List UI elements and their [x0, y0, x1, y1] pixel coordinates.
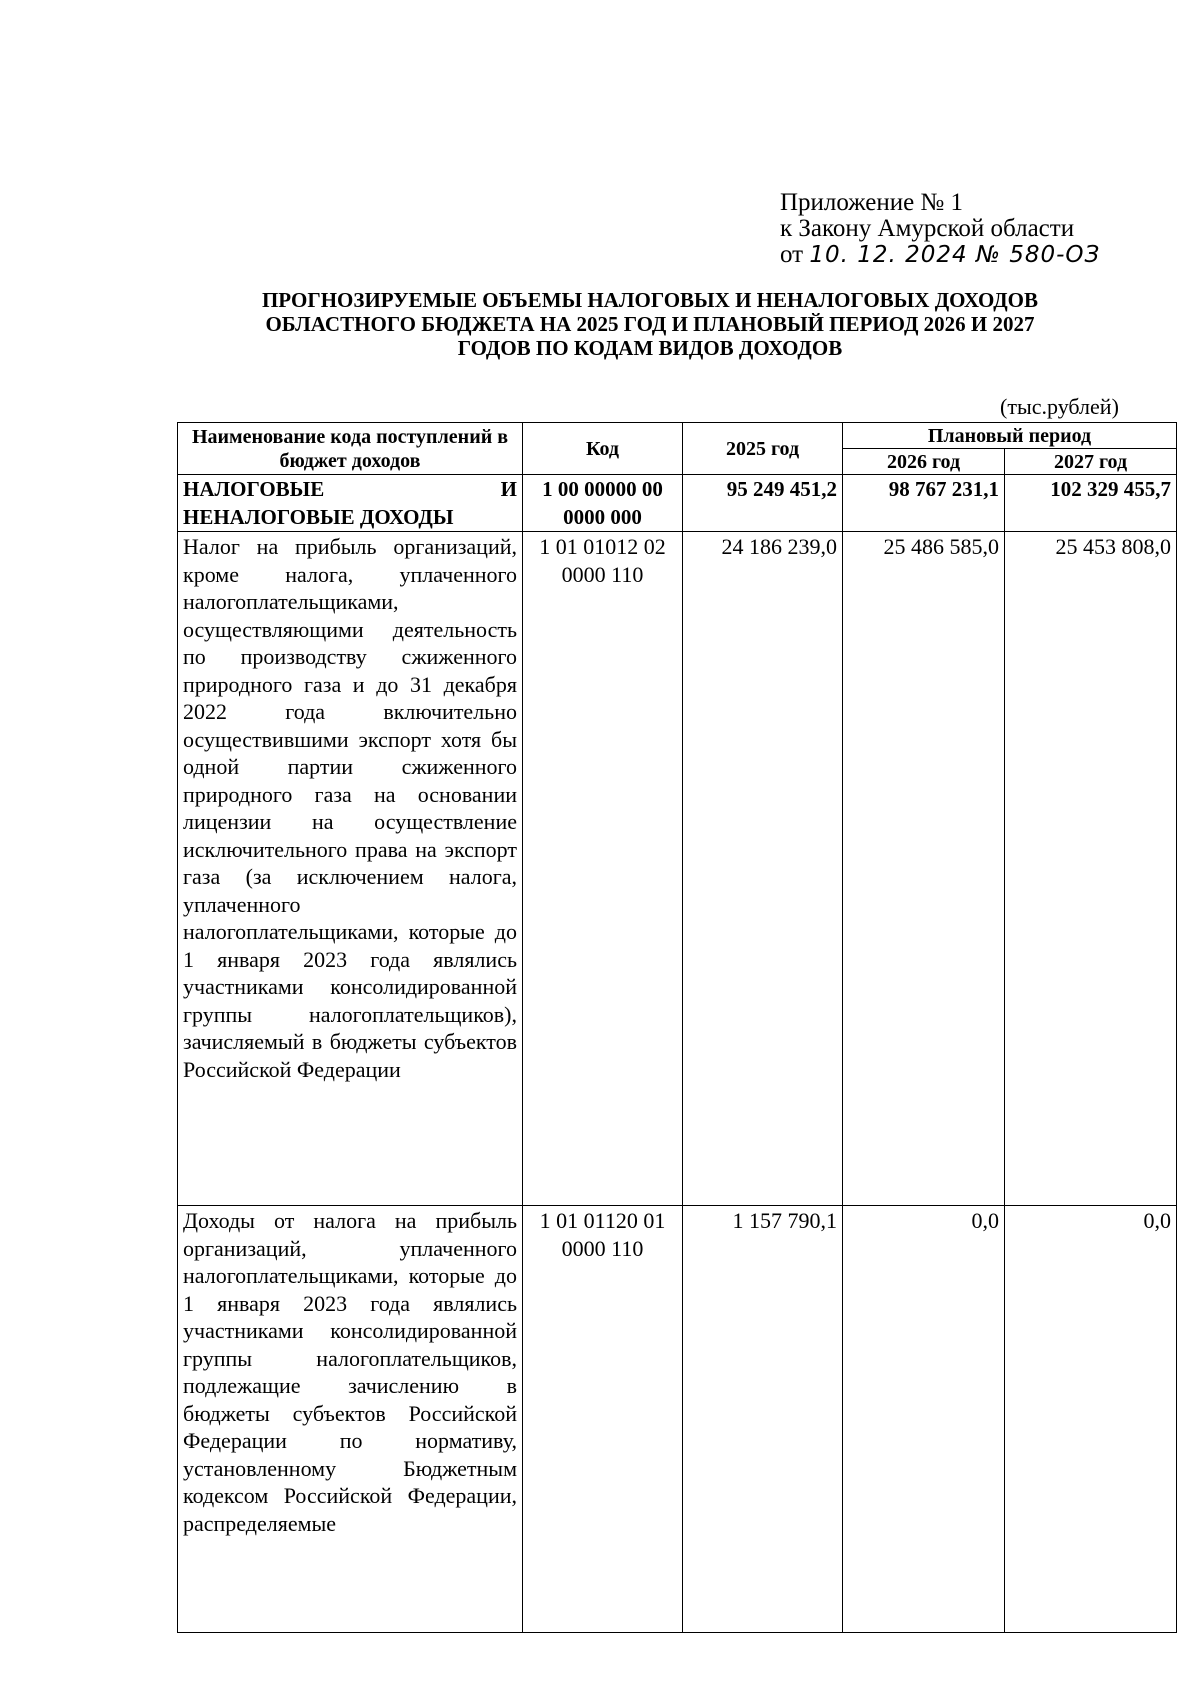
row-value-2027: 0,0	[1005, 1206, 1177, 1633]
row-code: 1 01 01120 01 0000 110	[523, 1206, 683, 1633]
header-planned-period: Плановый период	[843, 423, 1177, 449]
row-value-2027: 102 329 455,7	[1005, 475, 1177, 532]
row-value-2026: 98 767 231,1	[843, 475, 1005, 532]
appendix-number: Приложение № 1	[780, 189, 964, 216]
title-line-1: ПРОГНОЗИРУЕМЫЕ ОБЪЕМЫ НАЛОГОВЫХ И НЕНАЛОГОВЫХ ДОХОДОВ	[261, 288, 1039, 312]
appendix-block	[780, 190, 1100, 268]
table-row	[178, 1206, 1177, 1633]
row-code: 1 01 01012 02 0000 110	[523, 532, 683, 1206]
appendix-date-prefix: от	[780, 241, 804, 268]
row-value-2025: 95 249 451,2	[683, 475, 843, 532]
row-name	[178, 475, 523, 532]
appendix-date-line	[780, 242, 1100, 268]
row-name-part: И	[500, 477, 517, 501]
row-name-part: НЕНАЛОГОВЫЕ ДОХОДЫ	[183, 504, 454, 529]
title-line-2: ОБЛАСТНОГО БЮДЖЕТА НА 2025 ГОД И ПЛАНОВЫЙ ПЕРИОД 2026 И 2027	[265, 312, 1035, 336]
row-name-part: НАЛОГОВЫЕ	[183, 477, 325, 501]
title-line-3: ГОДОВ ПО КОДАМ ВИДОВ ДОХОДОВ	[457, 336, 843, 360]
row-value-2025: 1 157 790,1	[683, 1206, 843, 1633]
table-row	[178, 532, 1177, 1206]
header-2025: 2025 год	[683, 423, 843, 475]
header-2026: 2026 год	[843, 449, 1005, 475]
header-2027: 2027 год	[1005, 449, 1177, 475]
row-name: Доходы от налога на прибыль организаций, уплаченного налогоплательщиками, которые до 1 января 2023 года являлись участниками консолидированной группы налогоплательщиков, подлежащие зачислению в бюджеты субъектов Российской Федерации по нормативу, установленному Бюджетным кодексом Российской Федерации, распределяемые	[178, 1206, 523, 1633]
row-value-2025: 24 186 239,0	[683, 532, 843, 1206]
row-value-2026: 25 486 585,0	[843, 532, 1005, 1206]
header-row-1	[178, 423, 1177, 449]
row-code: 1 00 00000 00 0000 000	[523, 475, 683, 532]
row-name: Налог на прибыль организаций, кроме налога, уплаченного налогоплательщиками, осуществляющими деятельность по производству сжиженного природного газа и до 31 декабря 2022 года включительно осуществившими экспорт хотя бы одной партии сжиженного природного газа на основании лицензии на осуществление исключительного права на экспорт газа (за исключением налога, уплаченного налогоплательщиками, которые до 1 января 2023 года являлись участниками консолидированной группы налогоплательщиков), зачисляемый в бюджеты субъектов Российской Федерации	[178, 532, 523, 1206]
header-code: Код	[523, 423, 683, 475]
row-value-2026: 0,0	[843, 1206, 1005, 1633]
handwritten-date-number: 10. 12. 2024 № 580-ОЗ	[809, 242, 1101, 268]
appendix-law: к Закону Амурской области	[780, 215, 1075, 242]
document-title	[170, 288, 1130, 360]
units-label: (тыс.рублей)	[1000, 394, 1119, 419]
row-value-2027: 25 453 808,0	[1005, 532, 1177, 1206]
revenue-table	[177, 422, 1177, 1633]
header-name: Наименование кода поступлений в бюджет доходов	[178, 423, 523, 475]
table-row	[178, 475, 1177, 532]
